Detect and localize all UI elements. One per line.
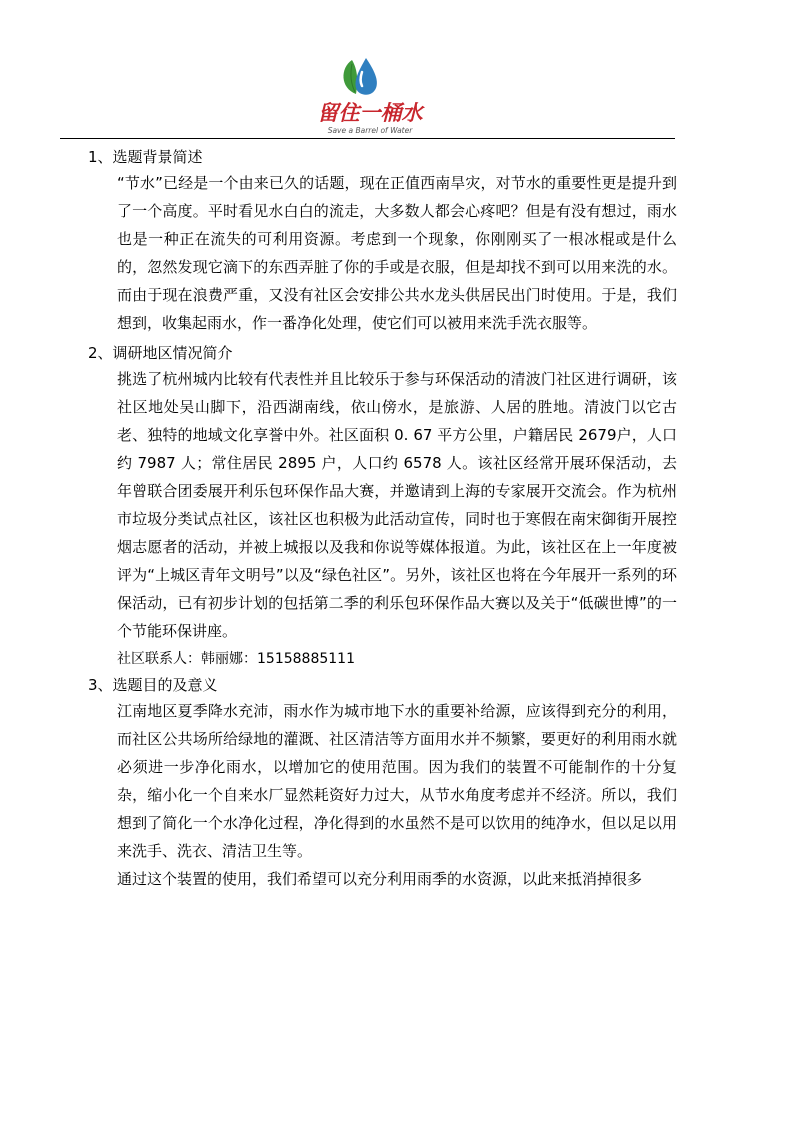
contact-line: 社区联系人：韩丽娜：15158885111	[117, 651, 355, 667]
section-heading: 3、选题目的及意义	[88, 676, 218, 694]
section-heading: 1、选题背景简述	[88, 148, 203, 166]
logo	[300, 54, 440, 138]
section-paragraph: 通过这个装置的使用，我们希望可以充分利用雨季的水资源，以此来抵消掉很多	[117, 870, 643, 888]
water-drop-logo-icon	[300, 54, 440, 138]
section-heading: 2、调研地区情况简介	[88, 344, 233, 362]
section-paragraph: 江南地区夏季降水充沛，雨水作为城市地下水的重要补给源，应该得到充分的利用，而社区公共场所给绿地的灌溉、社区清洁等方面用水并不频繁，要更好的利用雨水就必须进一步净化雨水，以增加它的使用范围。因为我们的装置不可能制作的十分复杂，缩小化一个自来水厂显然耗资好力过大，从节水角度考虑并不经济。所以，我们想到了简化一个水净化过程，净化得到的水虽然不是可以饮用的纯净水，但以足以用来洗手、洗衣、清洁卫生等。	[117, 702, 677, 860]
section-paragraph: “节水”已经是一个由来已久的话题，现在正值西南旱灾，对节水的重要性更是提升到了一个高度。平时看见水白白的流走，大多数人都会心疼吧？但是有没有想过，雨水也是一种正在流失的可利用资源。考虑到一个现象，你刚刚买了一根冰棍或是什么的，忽然发现它滴下的东西弄脏了你的手或是衣服，但是却找不到可以用来洗的水。而由于现在浪费严重，又没有社区会安排公共水龙头供居民出门时使用。于是，我们想到，收集起雨水，作一番净化处理，使它们可以被用来洗手洗衣服等。	[117, 174, 677, 332]
document-body	[88, 145, 683, 893]
svg-text:留住一桶水: 留住一桶水	[317, 100, 423, 125]
section-paragraph: 挑选了杭州城内比较有代表性并且比较乐于参与环保活动的清波门社区进行调研，该社区地处吴山脚下，沿西湖南线，依山傍水，是旅游、人居的胜地。清波门以它古老、独特的地域文化享誉中外。社区面积 0. 67 平方公里，户籍居民 2679户，人口约 7987 人；常住居民 2895 户，人口约 6578 人。该社区经常开展环保活动，去年曾联合团委展开利乐包环保作品大赛，并邀请到上海的专家展开交流会。作为杭州市垃圾分类试点社区，该社区也积极为此活动宣传，同时也于寒假在南宋御街开展控烟志愿者的活动，并被上城报以及我和你说等媒体报道。为此，该社区在上一年度被评为“上城区青年文明号”以及“绿色社区”。另外，该社区也将在今年展开一系列的环保活动，已有初步计划的包括第二季的利乐包环保作品大赛以及关于“低碳世博”的一个节能环保讲座。	[117, 370, 677, 640]
header-rule	[60, 138, 675, 139]
svg-text:Save a Barrel of Water: Save a Barrel of Water	[327, 126, 413, 135]
